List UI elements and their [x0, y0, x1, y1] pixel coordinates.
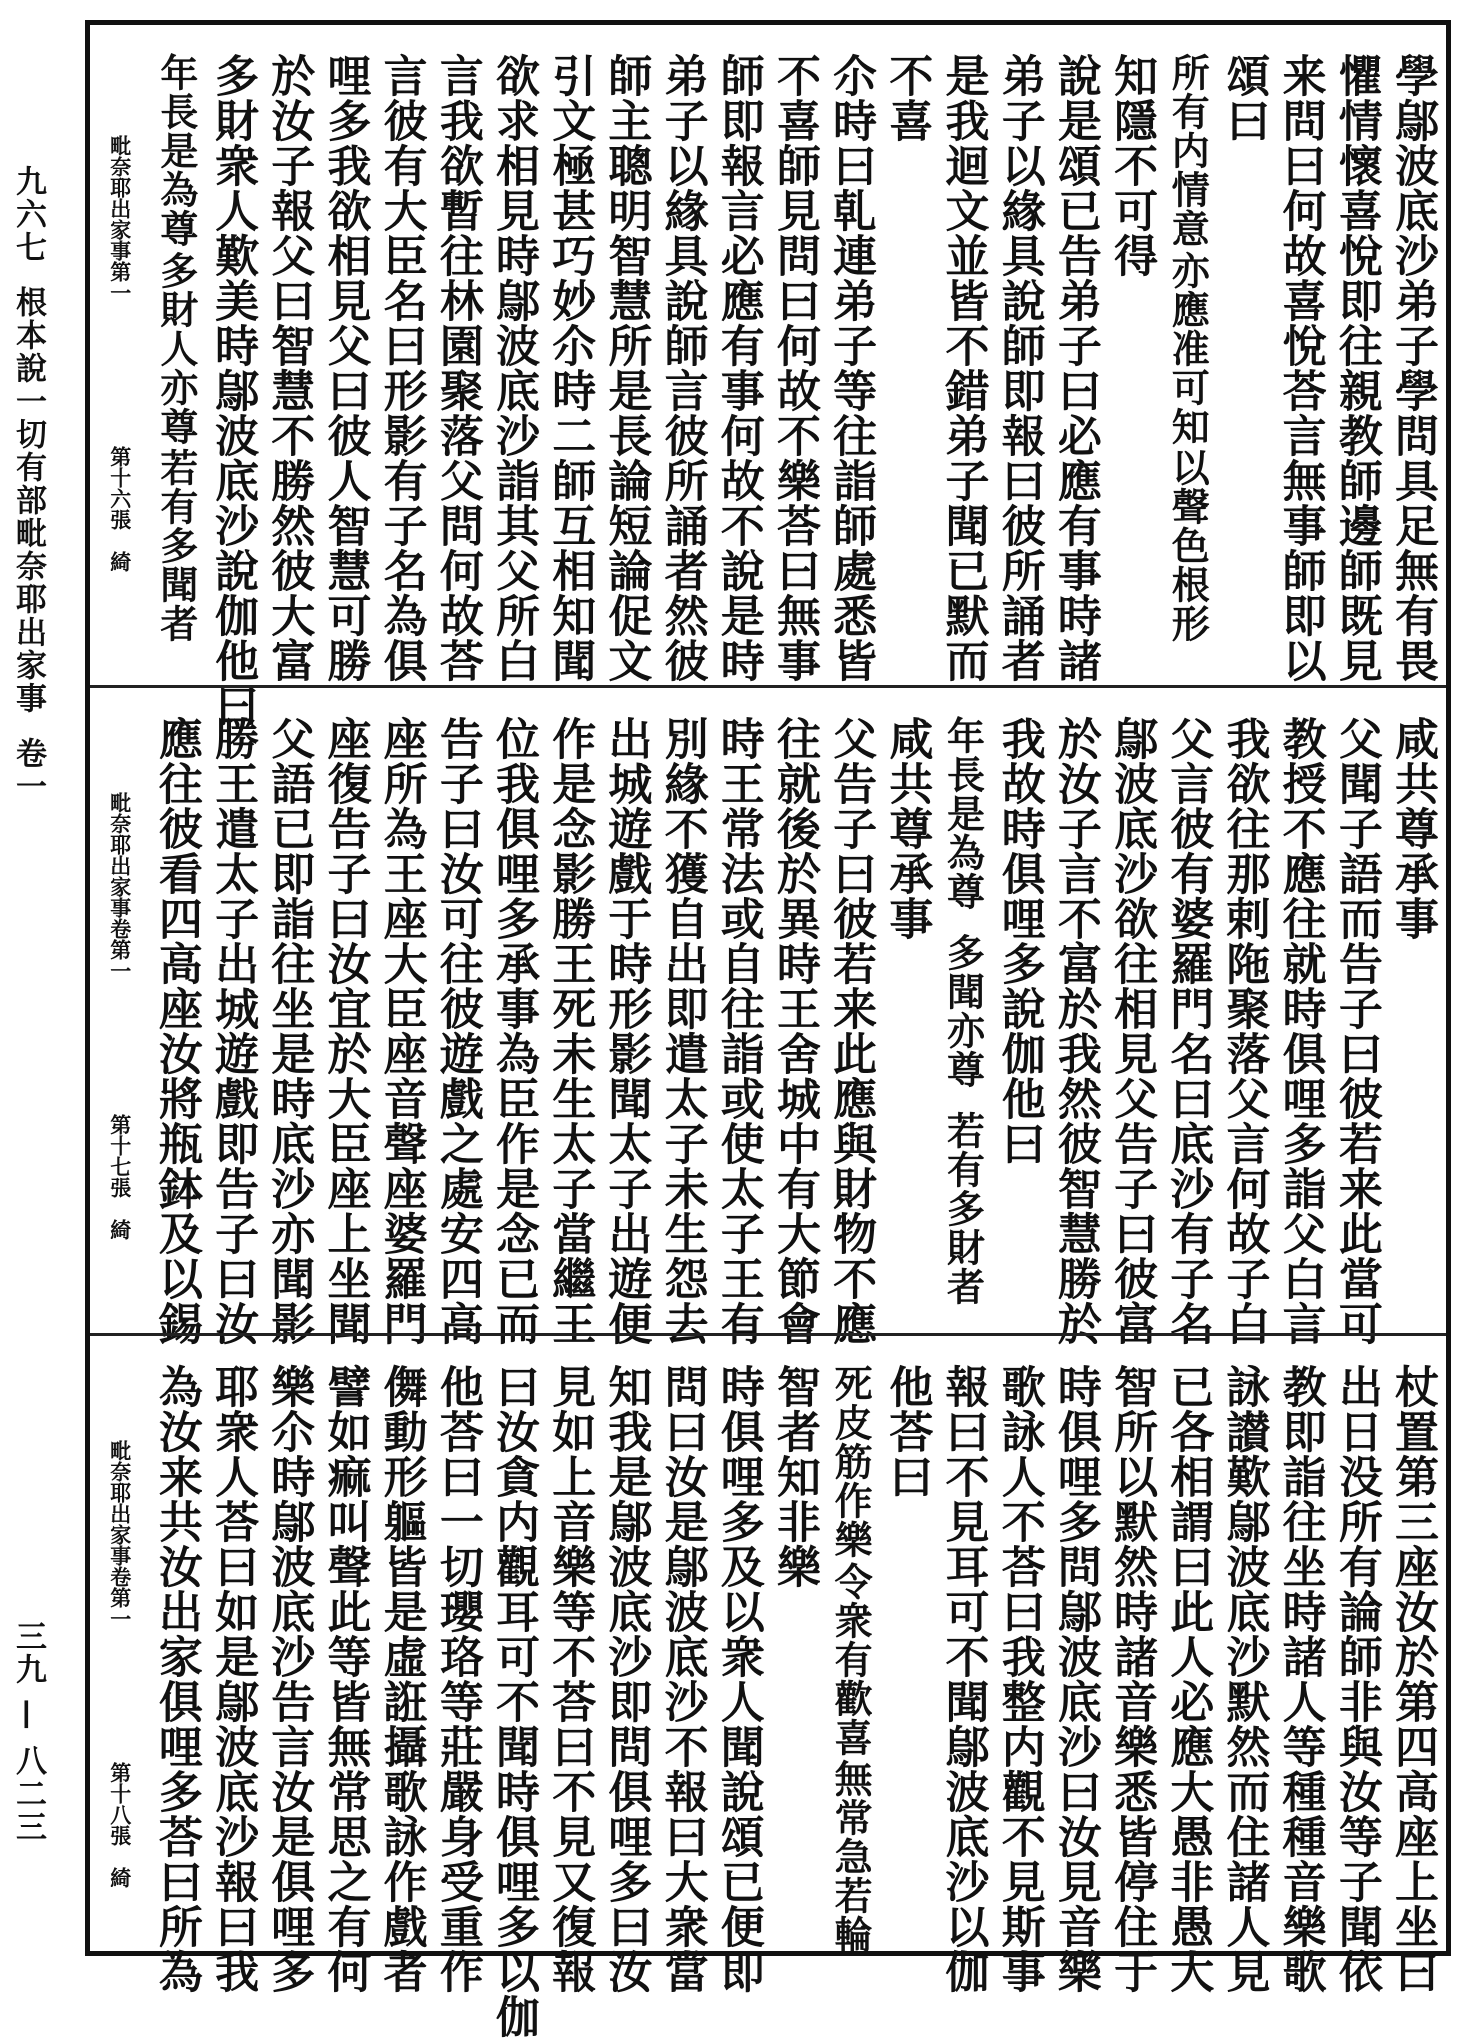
text-column: 樂尒時鄔波底沙告言汝是俱哩多 [263, 1364, 315, 1994]
text-frame [85, 20, 1451, 2039]
text-column: 引文極甚巧妙尒時二師互相知聞 [544, 53, 596, 683]
text-column: 多財衆人歎美時鄔波底沙說伽他曰 [207, 53, 259, 728]
text-column: 咸共尊承事 [881, 716, 933, 941]
register-middle [90, 685, 1446, 1346]
side-footer: 三九 — 八二三 [10, 1620, 46, 1844]
verse-phrase: 死皮筋作樂 [828, 1364, 874, 1559]
text-column: 来問曰何故喜悅荅言無事師即以 [1274, 53, 1326, 683]
text-column: 說是頌已告弟子曰必應有事時諸 [1049, 53, 1101, 683]
verse-phrase: 年長是為尊 [940, 716, 986, 911]
register-top [90, 25, 1446, 728]
text-column: 是我迴文並皆不錯弟子聞已默而 [937, 53, 989, 683]
text-column: 應往彼看四高座汝將瓶鉢及以錫 [150, 716, 202, 1346]
text-column: 鄔波底沙欲往相見父告子曰彼富 [1106, 716, 1158, 1346]
verse-phrase: 令衆有歡喜 [828, 1561, 874, 1757]
verse-phrase: 所有内情意 [1165, 53, 1211, 248]
text-column: 曰汝貪内觀耳可不聞時俱哩多以伽 [488, 1364, 539, 2039]
text-column: 作是念影勝王死未生太子當繼王 [544, 716, 596, 1346]
verse-column [148, 53, 204, 643]
text-column: 出城遊戲于時形影聞太子出遊便 [600, 716, 652, 1346]
verse-phrase: 多財人亦尊 [153, 250, 199, 446]
text-column: 時俱哩多及以衆人聞說頌已便即 [712, 1364, 764, 1994]
text-column: 於汝子報父曰智慧不勝然彼大富 [263, 53, 315, 683]
text-column: 他荅曰一切瓔珞等莊嚴身受重作 [431, 1364, 483, 1994]
text-column: 哩多我欲相見父曰彼人智慧可勝 [319, 53, 371, 683]
verse-column [822, 1364, 878, 1954]
text-column: 時王常法或自往詣或使太子王有 [712, 716, 764, 1346]
text-column: 不喜師見問曰何故不樂荅曰無事 [768, 53, 820, 683]
verse-phrase: 年長是為尊 [153, 53, 199, 248]
text-column: 詠讃歎鄔波底沙默然而住諸人見 [1218, 1364, 1270, 1994]
text-column: 知我是鄔波底沙即問俱哩多曰汝 [600, 1364, 652, 1994]
text-column: 父聞子語而告子曰彼若来此當可 [1330, 716, 1382, 1346]
text-column: 知隱不可得 [1106, 53, 1158, 278]
text-column: 問曰汝是鄔波底沙不報曰大衆當 [656, 1364, 708, 1994]
margin-sheet-number: 第十八張 綺 [107, 1761, 133, 1888]
text-column: 為汝来共汝出家俱哩多荅曰所為 [150, 1364, 202, 1994]
text-column: 懼情懷喜悅即往親教師邊師既見 [1330, 53, 1382, 683]
margin-sheet-number: 第十七張 綺 [107, 1113, 133, 1240]
verse-column [1159, 53, 1215, 643]
text-column: 學鄔波底沙弟子學問具足無有畏 [1387, 53, 1438, 683]
text-column: 勝王遣太子出城遊戲即告子曰汝 [207, 716, 259, 1346]
text-column: 我故時俱哩多說伽他曰 [993, 716, 1045, 1166]
block-margin-note [92, 53, 148, 643]
text-column: 父告子曰彼若来此應與財物不應 [825, 716, 877, 1346]
verse-phrase: 若有多財者 [940, 1111, 986, 1306]
page-number: 九六七 [10, 165, 46, 264]
text-column: 欲求相見時鄔波底沙詣其父所白 [488, 53, 539, 683]
text-column: 歌詠人不荅曰我整内觀不見斯事 [993, 1364, 1045, 1994]
text-column: 父語已即詣往坐是時底沙亦聞影 [263, 716, 315, 1346]
text-column: 我欲往那剌陁聚落父言何故子白 [1218, 716, 1270, 1346]
text-column: 時俱哩多問鄔波底沙曰汝見音樂 [1049, 1364, 1101, 1994]
text-column: 位我俱哩多承事為臣作是念已而 [488, 716, 539, 1346]
text-column: 已各相謂曰此人必應大愚非愚大 [1162, 1364, 1214, 1994]
text-column: 座復告子曰汝宜於大臣座上坐聞 [319, 716, 371, 1346]
text-column: 咸共尊承事 [1387, 716, 1438, 941]
register-bottom [90, 1333, 1446, 2039]
text-column: 頌曰 [1218, 53, 1270, 143]
margin-book-title: 毗奈耶出家事卷第一 [107, 1440, 133, 1630]
text-column: 弟子以緣具說師言彼所誦者然彼 [656, 53, 708, 683]
text-column: 報曰不見耳可不聞鄔波底沙以伽 [937, 1364, 989, 1994]
text-column: 父言彼有婆羅門名曰底沙有子名 [1162, 716, 1214, 1346]
block-margin-note [92, 716, 148, 1306]
block-margin-note [92, 1364, 148, 1954]
verse-phrase: 若有多聞者 [153, 448, 199, 643]
margin-book-title: 毗奈耶出家事卷第一 [107, 792, 133, 982]
text-column: 出日没所有論師非與汝等子聞依 [1330, 1364, 1382, 1994]
text-column: 儛動形軀皆是虛誑攝歌詠作戲者 [375, 1364, 427, 1994]
text-column: 師即報言必應有事何故不說是時 [712, 53, 764, 683]
text-column: 別緣不獲自出即遣太子未生怨去 [656, 716, 708, 1346]
verse-column [934, 716, 990, 1306]
volume-label: 卷一 [10, 737, 46, 803]
text-column: 杖置第三座汝於第四高座上坐曰 [1387, 1364, 1438, 1994]
text-column: 他荅曰 [881, 1364, 933, 1499]
text-column: 言我欲暫往林園聚落父問何故荅 [431, 53, 483, 683]
text-column: 見如上音樂等不荅曰不見又復報 [544, 1364, 596, 1994]
text-column: 弟子以緣具說師即報曰彼所誦者 [993, 53, 1045, 683]
text-column: 智者知非樂 [768, 1364, 820, 1589]
text-column: 耶衆人荅曰如是鄔波底沙報曰我 [207, 1364, 259, 1994]
text-column: 尒時曰乹連弟子等往詣師處悉皆 [825, 53, 877, 683]
sutra-title: 根本說一切有部毗奈耶出家事 [10, 286, 46, 715]
text-column: 教即詣往坐時諸人等種種音樂歌 [1274, 1364, 1326, 1994]
text-column: 言彼有大臣名曰形影有子名為俱 [375, 53, 427, 683]
side-header [8, 165, 48, 803]
text-column: 不喜 [881, 53, 933, 143]
text-column: 於汝子言不富於我然彼智慧勝於 [1049, 716, 1101, 1346]
verse-phrase: 亦應准可知 [1165, 250, 1211, 446]
verse-phrase: 多聞亦尊 [940, 933, 986, 1089]
margin-book-title: 毗奈耶出家事第一 [107, 134, 133, 303]
text-column: 教授不應往就時俱哩多詣父白言 [1274, 716, 1326, 1346]
text-column: 座所為王座大臣座音聲座婆羅門 [375, 716, 427, 1346]
text-column: 告子曰汝可往彼遊戲之處安四高 [431, 716, 483, 1346]
text-column: 師主聰明智慧所是長論短論促文 [600, 53, 652, 683]
text-column: 智所以默然時諸音樂悉皆停住于 [1106, 1364, 1158, 1994]
text-column: 往就後於異時王舍城中有大節會 [768, 716, 820, 1346]
verse-phrase: 無常急若輪 [828, 1759, 874, 1954]
text-column: 譬如痲叫聲此等皆無常思之有何 [319, 1364, 371, 1994]
margin-sheet-number: 第十六張 綺 [107, 445, 133, 572]
verse-phrase: 以聲色根形 [1165, 448, 1211, 643]
